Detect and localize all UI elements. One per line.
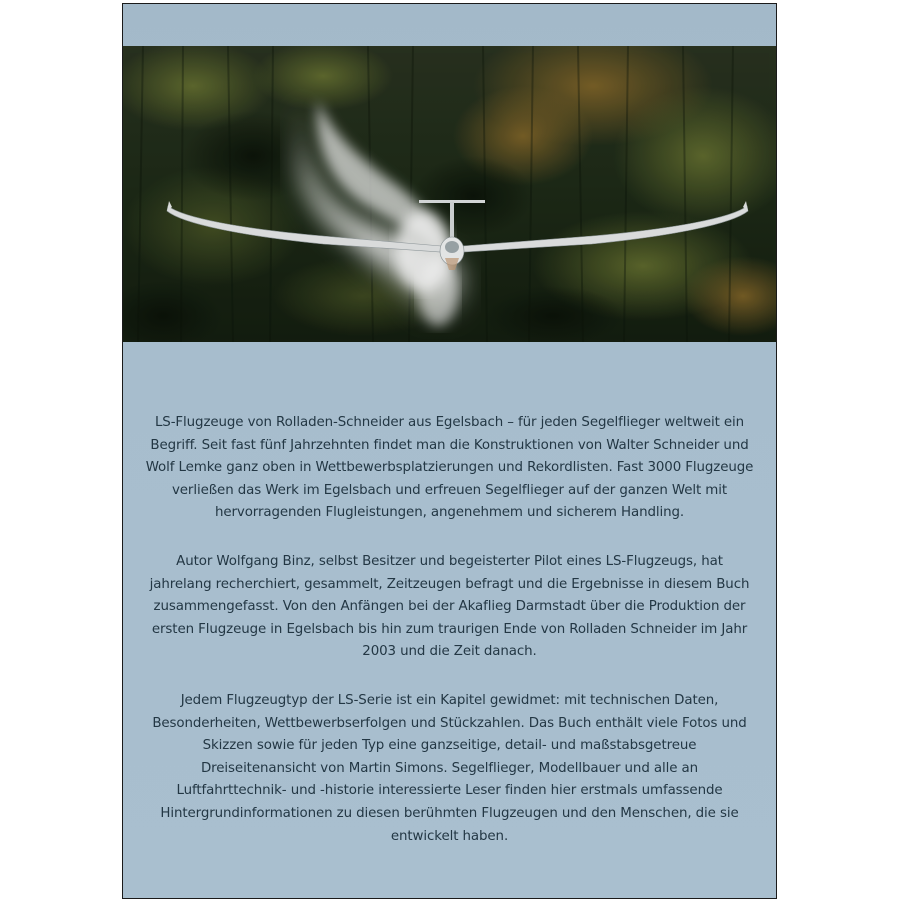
blurb-paragraph-intro: LS-Flugzeuge von Rolladen-Schneider aus Egelsbach – für jeden Segelflieger weltweit ein Begriff. Seit fast fünf Jahrzehnten findet man die Konstruktionen von Walter Schneider und Wolf Lemke ganz oben in Wettbewerbsplatzierungen und Rekordlisten. Fast 3000 Flugzeuge verließen das Werk im Egelsbach und erfreuen Segelflieger auf der ganzen Welt mit hervorragenden Flugleistungen, angenehmem und sicherem Handling.	[145, 415, 754, 521]
blurb-paragraph-content: Jedem Flugzeugtyp der LS-Serie ist ein Kapitel gewidmet: mit technischen Daten, Besonderheiten, Wettbewerbserfolgen und Stückzahlen. Das Buch enthält viele Fotos und Skizzen sowie für jeden Typ eine ganzseitige, detail- und maßstabsgetreue Dreiseitenansicht von Martin Simons. Segelflieger, Modellbauer und alle an Luftfahrttechnik- und -historie interessierte Leser finden hier erstmals umfassende Hintergrundinformationen zu diesen berühmten Flugzeugen und den Menschen, die sie entwickelt haben.	[152, 692, 747, 844]
blurb-paragraph-author: Autor Wolfgang Binz, selbst Besitzer und begeisterter Pilot eines LS-Flugzeugs, hat jahrelang recherchiert, gesammelt, Zeitzeugen befragt und die Ergebnisse in diesem Buch zusammengefasst. Von den Anfängen bei der Akaflieg Darmstadt über die Produktion der ersten Flugzeuge in Egelsbach bis hin zum traurigen Ende von Rolladen Schneider im Jahr 2003 und die Zeit danach.	[149, 553, 750, 660]
glider-photo	[123, 46, 776, 342]
book-back-cover	[123, 4, 776, 898]
back-cover-blurb	[145, 412, 754, 874]
